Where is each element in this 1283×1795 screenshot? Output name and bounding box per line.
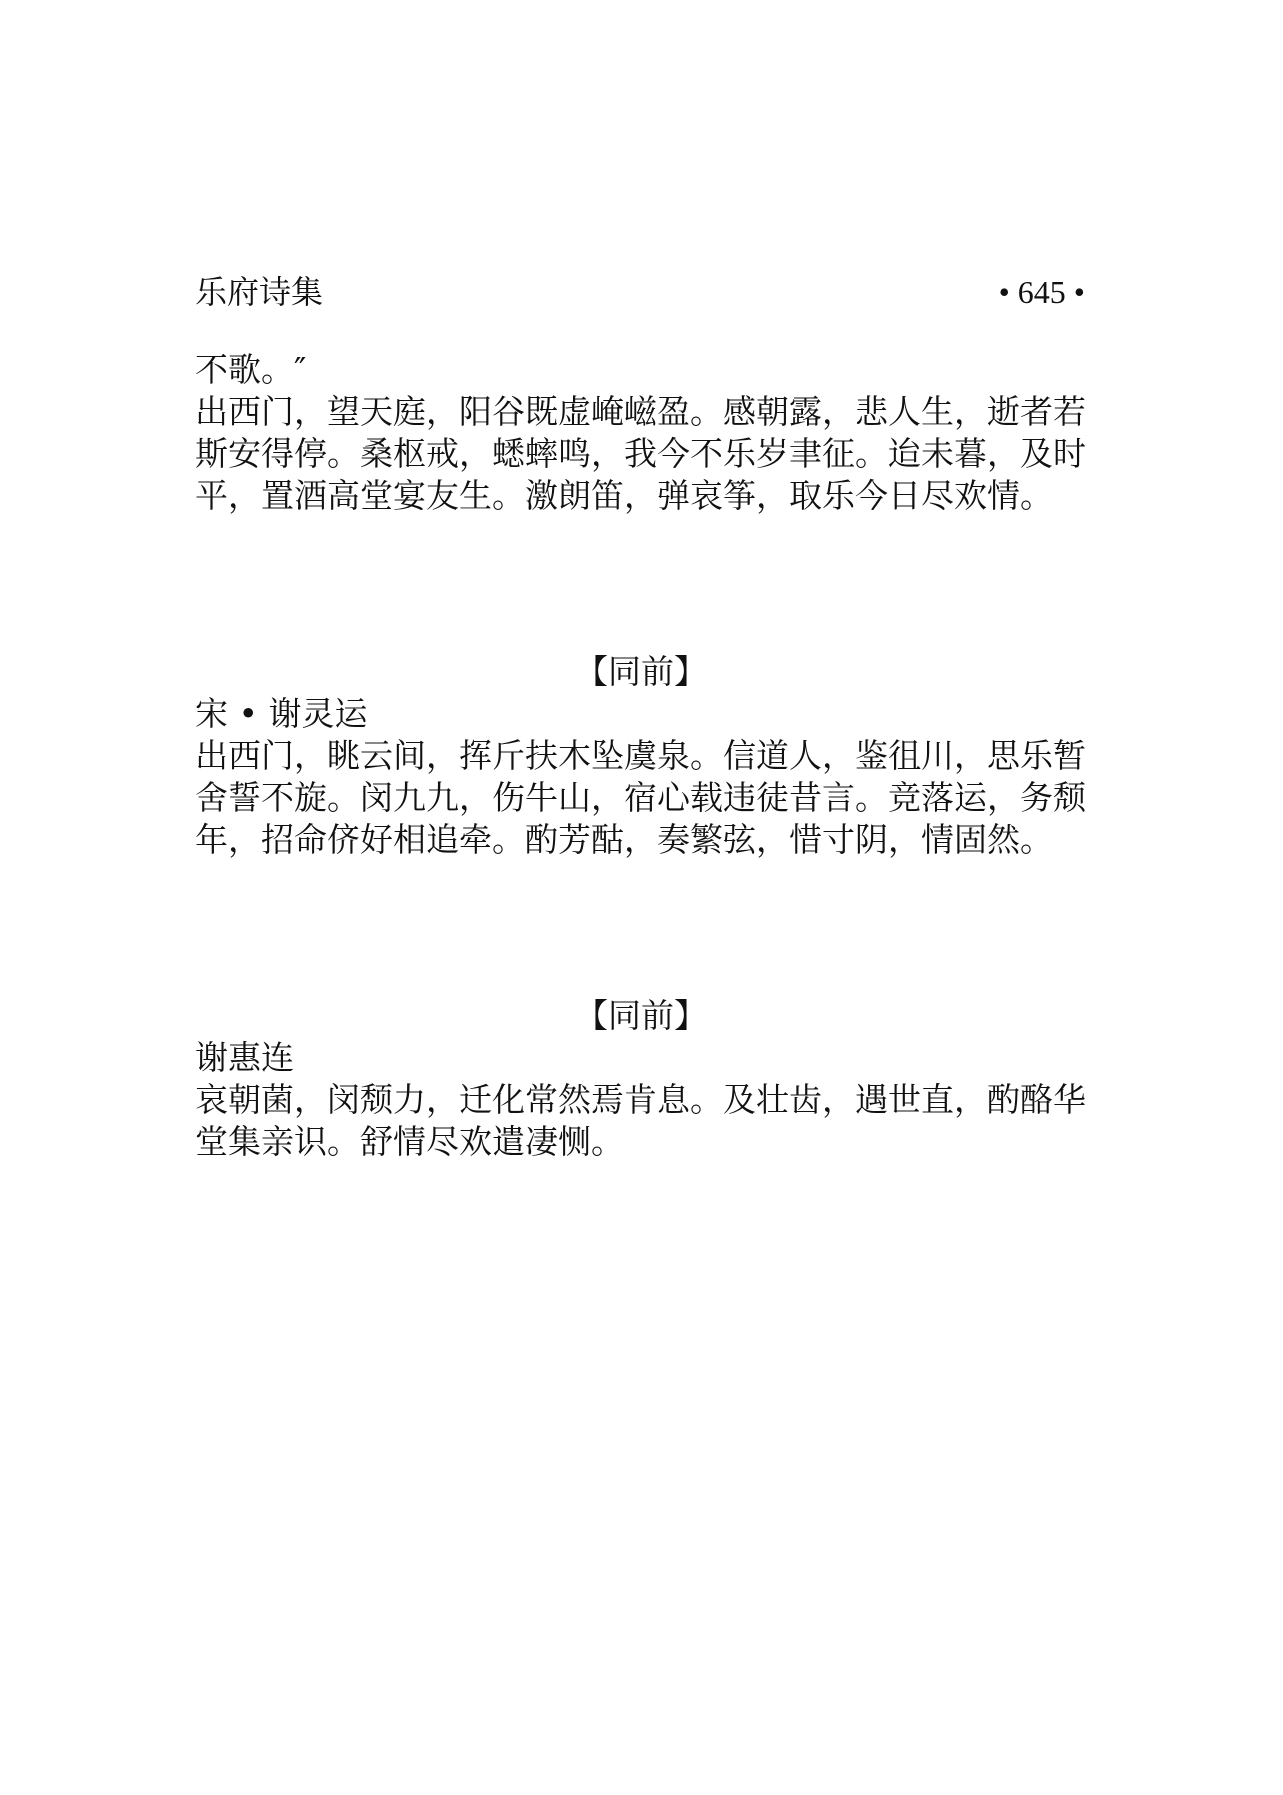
author-line: 谢惠连 — [195, 1038, 294, 1077]
text-line: 斯安得停。桑枢戒，蟋蟀鸣，我今不乐岁聿征。迨未暮，及时 — [195, 434, 1086, 473]
section-title: 【同前】 — [575, 652, 707, 691]
text-line: 堂集亲识。舒情尽欢遣凄恻。 — [195, 1122, 624, 1161]
text-line: 舍誓不旋。闵九九，伤牛山，宿心载违徒昔言。竞落运，务颓 — [195, 778, 1086, 817]
book-title: 乐府诗集 — [195, 273, 324, 311]
author-line: 宋 • 谢灵运 — [195, 694, 368, 733]
section-title: 【同前】 — [575, 996, 707, 1035]
poem-section — [195, 693, 1087, 861]
text-line: 出西门，眺云间，挥斤扶木坠虞泉。信道人，鉴徂川，思乐暂 — [195, 736, 1086, 775]
page-number: • 645 • — [998, 274, 1085, 310]
text-line: 哀朝菌，闵颓力，迁化常然焉肯息。及壮齿，遇世直，酌酪华 — [195, 1080, 1086, 1119]
poem-section — [195, 1037, 1087, 1163]
poem-continuation — [195, 349, 1087, 517]
text-line: 年，招命侪好相追牵。酌芳酤，奏繁弦，惜寸阴，情固然。 — [195, 820, 1053, 859]
text-line: 出西门，望天庭，阳谷既虚崦嵫盈。感朝露，悲人生，逝者若 — [195, 392, 1086, 431]
text-line: 不歌。″ — [195, 350, 307, 389]
text-line: 平，置酒高堂宴友生。激朗笛，弹哀筝，取乐今日尽欢情。 — [195, 476, 1053, 515]
page-header — [195, 268, 1085, 316]
